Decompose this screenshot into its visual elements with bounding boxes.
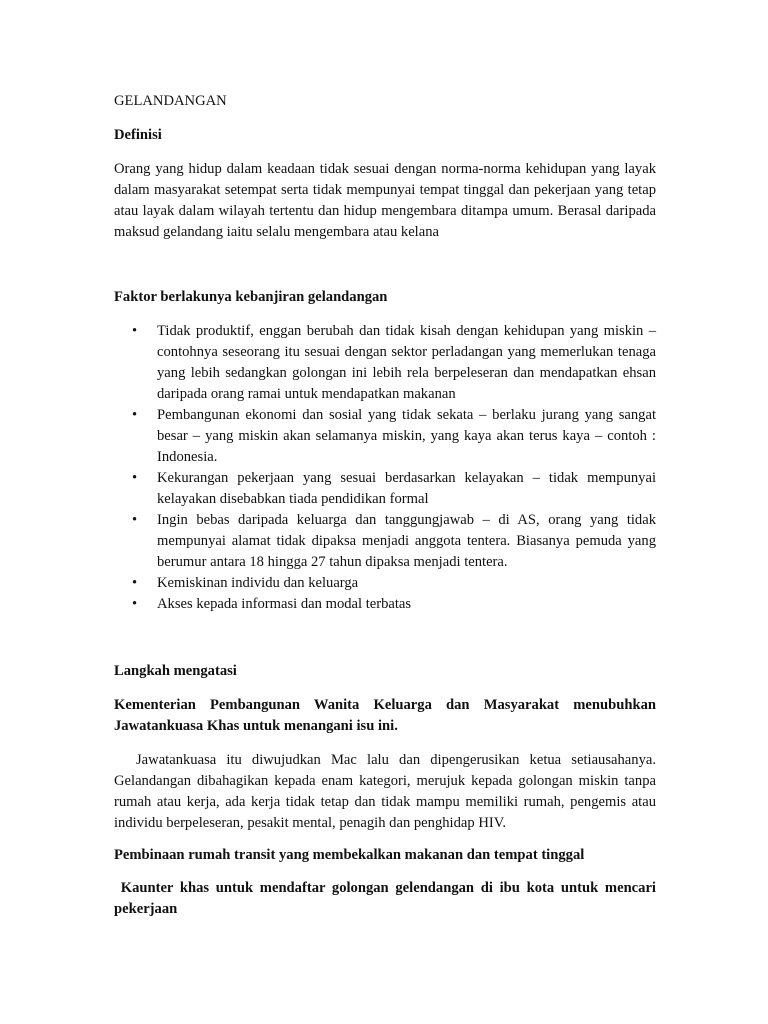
factors-heading: Faktor berlakunya kebanjiran gelandangan — [114, 289, 388, 305]
bullet-icon: • — [132, 323, 138, 339]
list-item — [114, 594, 656, 615]
steps-heading: Langkah mengatasi — [114, 663, 237, 679]
bullet-icon: • — [132, 575, 138, 591]
list-item — [114, 405, 656, 468]
definition-heading: Definisi — [114, 127, 162, 143]
list-item — [114, 321, 656, 405]
list-item — [114, 510, 656, 573]
document-title: GELANDANGAN — [114, 93, 227, 109]
steps-point-1: Kementerian Pembangunan Wanita Keluarga dan Masyarakat menubuhkan Jawatankuasa Khas untuk menangani isu ini. — [114, 697, 656, 734]
definition-paragraph: Orang yang hidup dalam keadaan tidak sesuai dengan norma-norma kehidupan yang layak dalam masyarakat setempat serta tidak mempunyai tempat tinggal dan pekerjaan yang tetap atau layak dalam wilayah tertentu dan hidup mengembara ditampa umum. Berasal daripada maksud gelandang iaitu selalu mengembara atau kelana — [114, 161, 656, 240]
steps-point-2: Pembinaan rumah transit yang membekalkan makanan dan tempat tinggal — [114, 847, 585, 863]
bullet-icon: • — [132, 512, 138, 528]
bullet-icon: • — [132, 407, 138, 423]
bullet-icon: • — [132, 596, 138, 612]
bullet-icon: • — [132, 470, 138, 486]
factor-text: Kemiskinan individu dan keluarga — [157, 575, 359, 591]
factor-text: Kekurangan pekerjaan yang sesuai berdasarkan kelayakan – tidak mempunyai kelayakan disebabkan tiada pendidikan formal — [157, 470, 656, 507]
factor-text: Ingin bebas daripada keluarga dan tanggungjawab – di AS, orang yang tidak mempunyai alamat tidak dipaksa menjadi anggota tentera. Biasanya pemuda yang berumur antara 18 hingga 27 tahun dipaksa menjadi tentera. — [157, 512, 656, 570]
steps-point-3: Kaunter khas untuk mendaftar golongan gelendangan di ibu kota untuk mencari pekerjaan — [114, 880, 660, 917]
factors-list — [114, 321, 656, 615]
factor-text: Tidak produktif, enggan berubah dan tidak kisah dengan kehidupan yang miskin – contohnya seseorang itu sesuai dengan sektor perladangan yang memerlukan tenaga yang lebih sedangkan golongan ini lebih rela berpeleseran dan mendapatkan ehsan daripada orang ramai untuk mendapatkan makanan — [157, 323, 656, 402]
steps-point-1-paragraph: Jawatankuasa itu diwujudkan Mac lalu dan dipengerusikan ketua setiausahanya. Gelandangan dibahagikan kepada enam kategori, merujuk kepada golongan miskin tanpa rumah atau kerja, ada kerja tidak tetap dan tidak mampu memiliki rumah, pengemis atau individu berpeleseran, pesakit mental, penagih dan penghidap HIV. — [114, 752, 656, 831]
list-item — [114, 468, 656, 510]
factor-text: Pembangunan ekonomi dan sosial yang tidak sekata – berlaku jurang yang sangat besar – yang miskin akan selamanya miskin, yang kaya akan terus kaya – contoh : Indonesia. — [157, 407, 656, 465]
factor-text: Akses kepada informasi dan modal terbatas — [157, 596, 412, 612]
list-item — [114, 573, 656, 594]
